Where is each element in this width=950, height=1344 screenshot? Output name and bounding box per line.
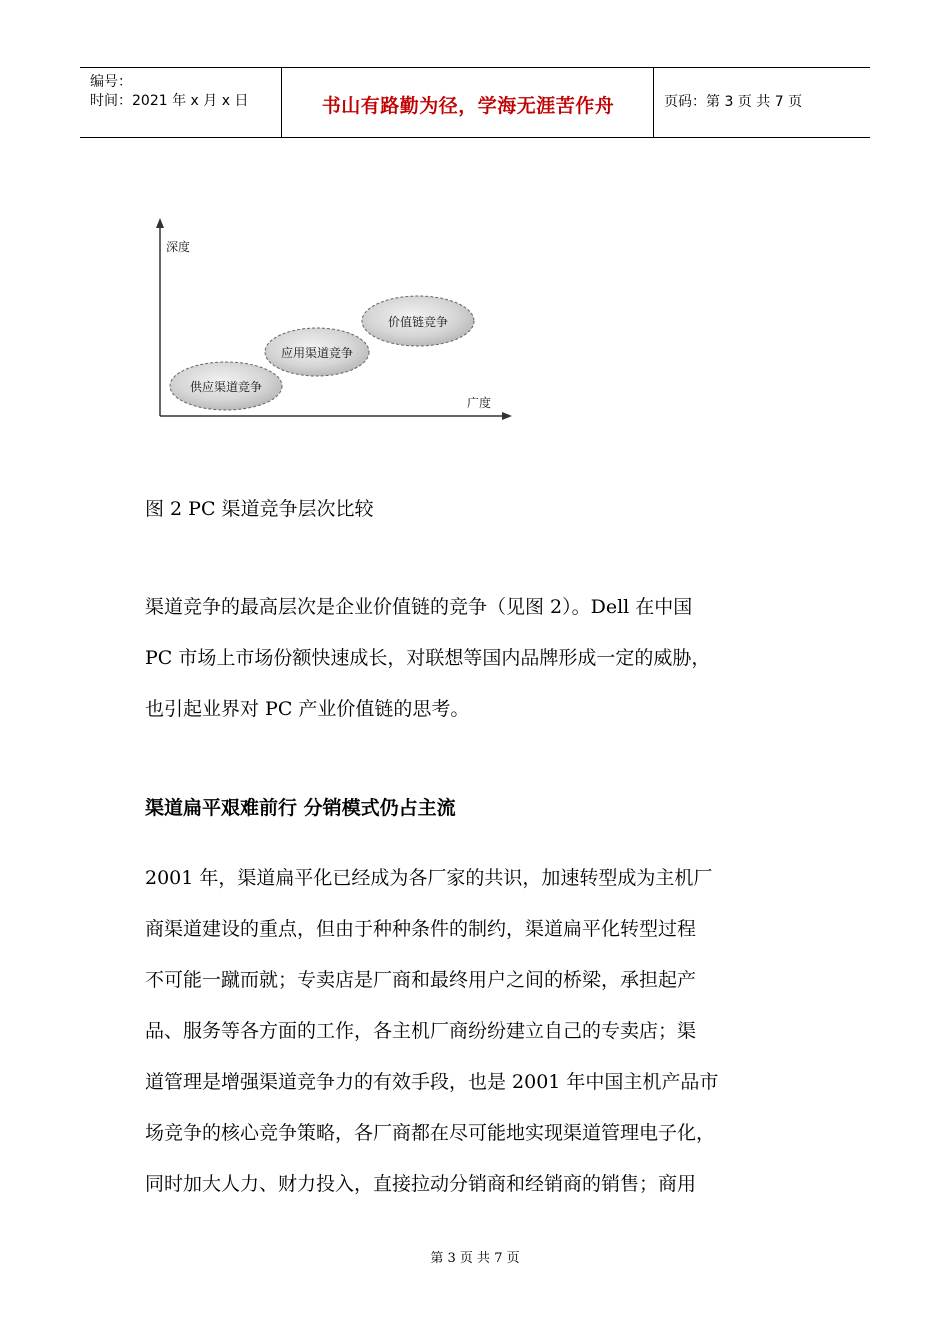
figure-caption: 图 2 PC 渠道竞争层次比较 bbox=[145, 498, 374, 520]
paragraph-line: 同时加大人力、财力投入，直接拉动分销商和经销商的销售；商用 bbox=[145, 1173, 697, 1195]
page-header bbox=[80, 67, 870, 138]
page-footer: 第 3 页 共 7 页 bbox=[430, 1251, 520, 1266]
bubble-label-supply: 供应渠道竞争 bbox=[189, 380, 263, 394]
x-axis-arrow-icon bbox=[502, 412, 512, 420]
paragraph-line: 不可能一蹴而就；专卖店是厂商和最终用户之间的桥梁，承担起产 bbox=[145, 969, 697, 991]
motto: 书山有路勤为径，学海无涯苦作舟 bbox=[321, 95, 615, 117]
paragraph-line: 商渠道建设的重点，但由于种种条件的制约，渠道扁平化转型过程 bbox=[145, 918, 697, 940]
paragraph-line: 渠道竞争的最高层次是企业价值链的竞争（见图 2）。Dell 在中国 bbox=[145, 596, 693, 618]
paragraph-line: 品、服务等各方面的工作，各主机厂商纷纷建立自己的专卖店；渠 bbox=[145, 1020, 697, 1042]
section-heading: 渠道扁平艰难前行 分销模式仍占主流 bbox=[145, 797, 456, 819]
paragraph-line: PC 市场上市场份额快速成长，对联想等国内品牌形成一定的威胁， bbox=[145, 647, 711, 669]
serial-label: 编号： bbox=[90, 74, 132, 90]
header-page-cell bbox=[654, 68, 870, 137]
x-axis-label: 广度 bbox=[467, 396, 492, 410]
paragraph-line: 2001 年，渠道扁平化已经成为各厂家的共识，加速转型成为主机厂 bbox=[145, 867, 713, 889]
paragraph-line: 场竞争的核心竞争策略，各厂商都在尽可能地实现渠道管理电子化， bbox=[145, 1122, 716, 1144]
y-axis-label: 深度 bbox=[166, 240, 191, 254]
time-label: 时间：2021 年 x 月 x 日 bbox=[90, 93, 249, 109]
paragraph-line: 也引起业界对 PC 产业价值链的思考。 bbox=[145, 698, 470, 720]
channel-competition-figure bbox=[140, 210, 540, 440]
header-motto-cell bbox=[282, 68, 654, 137]
page-number-label: 页码：第 3 页 共 7 页 bbox=[664, 94, 803, 110]
bubble-label-value-chain: 价值链竞争 bbox=[387, 315, 449, 329]
paragraph-value-chain bbox=[145, 582, 825, 735]
y-axis-arrow-icon bbox=[156, 218, 164, 228]
paragraph-channel-flattening bbox=[145, 853, 825, 1210]
bubble-label-application: 应用渠道竞争 bbox=[280, 346, 354, 360]
header-meta-cell bbox=[80, 68, 282, 137]
paragraph-line: 道管理是增强渠道竞争力的有效手段，也是 2001 年中国主机产品市 bbox=[145, 1071, 719, 1093]
figure-diagram bbox=[140, 210, 540, 440]
